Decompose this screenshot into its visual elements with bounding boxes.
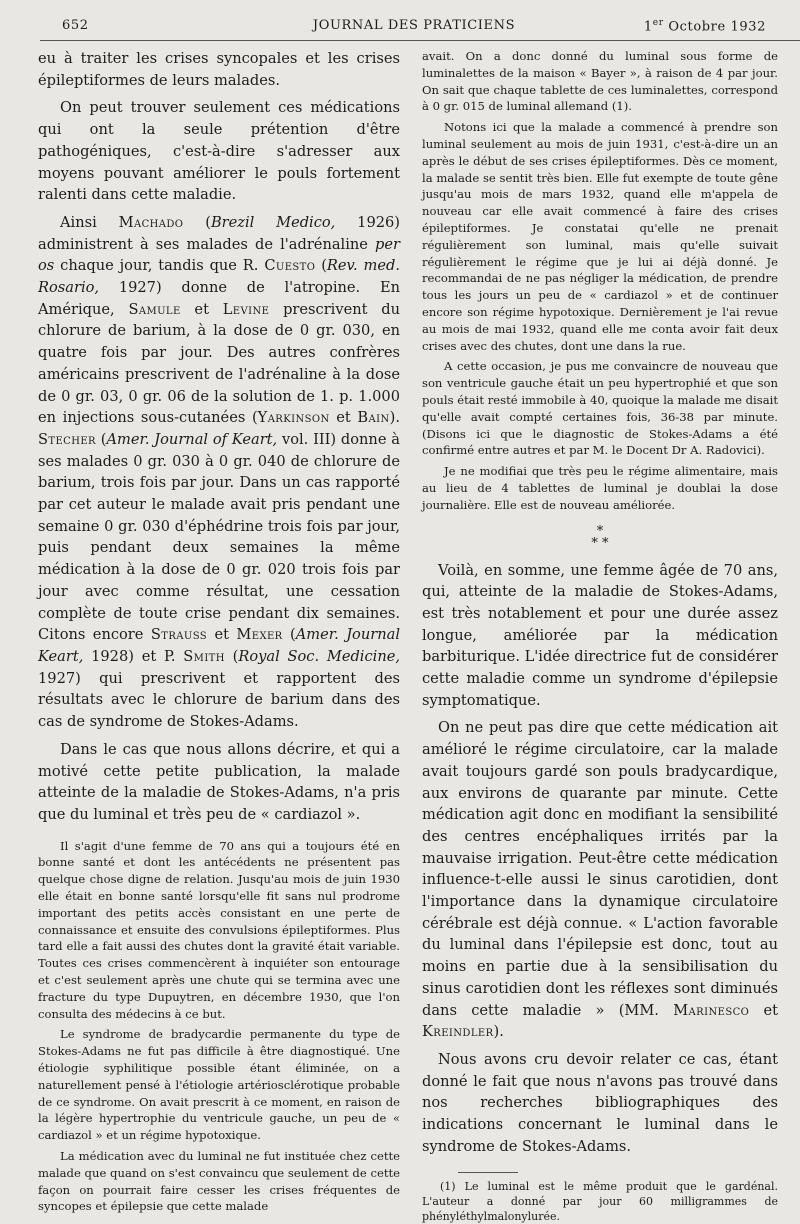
header-rule xyxy=(40,40,800,41)
paragraph-continuation: eu à traiter les crises syncopales et les crises épileptiformes de leurs malades. xyxy=(38,50,400,89)
author-machado: Machado xyxy=(118,213,184,231)
paragraph-conclusion-1: Voilà, en somme, une femme âgée de 70 ans, qui, atteinte de la maladie de Stokes-Adams, est très notablement et pour une durée assez longue, améliorée par la médication barbiturique. L'idée directrice fut de considérer cette maladie comme un syndrome d'épilepsie symptomatique. xyxy=(422,561,778,709)
page-number: 652 xyxy=(62,18,89,33)
case-paragraph-5: Notons ici que la malade a commencé à prendre son luminal seulement au mois de juin 1931, c'est-à-dire un an après le début de ses crises épileptiformes. Dès ce moment, la malade se sentit très bien. Elle fut exempte de toute gêne jusqu'au mois de mars 1932, quand elle m'appela de nouveau car elle avait commencé à faire des crises épileptiformes. Je constatai qu'elle ne prenait régulièrement son luminal, mais qu'elle suivait régulièrement le régime que je lui ai déjà donné. Je recommandai de ne pas négliger la médication, de prendre tous les jours un peu de « cardiazol » et de continuer encore son régime hypotoxique. Dernièrement je l'ai revue au mois de mai 1932, quand elle me conta avoir fait deux crises avec des chutes, dont une dans la rue. xyxy=(422,120,778,353)
author-marinesco: Marinesco xyxy=(673,1001,750,1019)
section-separator: * * * xyxy=(591,523,609,551)
author-mexer: Mexer xyxy=(236,626,283,644)
author-kreindler: Kreindler xyxy=(422,1023,494,1041)
journal-ref: Rev. med. Rosario, xyxy=(38,257,400,297)
paragraph-conclusion-2: On ne peut pas dire que cette médication ait amélioré le régime circulatoire, car la malade avait toujours gardé son pouls bradycardique, aux environs de quarante par minute. Cette médication agit donc en modifiant la sensibilité des centres encéphaliques irrités par la mauvaise irrigation. Peut-être cette médication influence-t-elle aussi le sinus carotidien, dont l'importance dans la dynamique circulatoire cérébrale est déjà connue. « L'action favorable du luminal dans l'épilepsie est donc, tout au moins en partie due à la sensibilisation du sinus carotidien dont les réflexes sont diminués dans cette maladie » (MM. Marinesco et Kreindler). xyxy=(422,719,778,1041)
case-paragraph-4: avait. On a donc donné du luminal sous forme de luminalettes de la maison « Bayer », à raison de 4 par jour. On sait que chaque tablette de ces luminalettes, correspond à 0 gr. 015 de luminal allemand (1). xyxy=(422,49,778,114)
author-bain: Bain xyxy=(357,409,390,427)
author-strauss: Strauss xyxy=(150,626,208,644)
paragraph-medications: On peut trouver seulement ces médications qui ont la seule prétention d'être pathogéniques, c'est-à-dire s'adresser aux moyens pouvant améliorer le pouls fortement ralenti dans cette maladie. xyxy=(38,99,400,204)
author-stecher: Stecher xyxy=(38,430,96,448)
paragraph-literature: Ainsi Machado (Brezil Medico, 1926) administrent à ses malades de l'adrénaline per os chaque jour, tandis que R. Cuesto (Rev. med. Rosario, 1927) donne de l'atropine. En Amérique, Samule et Levine prescrivent du chlorure de barium, à la dose de 0 gr. 030, en quatre fois par jour. Des autres confrères américains prescrivent de l'adrénaline à la dose de 0 gr. 03, 0 gr. 06 de la solution de 1. p. 1.000 en injections sous-cutanées (Yarkinson et Bain). Stecher (Amer. Journal of Keart, vol. III) donne à ses malades 0 gr. 030 à 0 gr. 040 de chlorure de barium, trois fois par jour. Dans un cas rapporté par cet auteur le malade avait pris pendant une semaine 0 gr. 030 d'éphédrine trois fois par jour, puis pendant deux semaines la même médication à la dose de 0 gr. 020 trois fois par jour avec comme résultat, une cessation complète de toute crise pendant dix semaines. Citons encore Strauss et Mexer (Amer. Journal Keart, 1928) et P. Smith (Royal Soc. Medicine, 1927) qui prescrivent et rapportent des résultats avec le chlorure de barium dans des cas de syndrome de Stokes-Adams. xyxy=(38,213,400,731)
paragraph-case-intro: Dans le cas que nous allons décrire, et qui a motivé cette petite publication, la malade atteinte de la maladie de Stokes-Adams, n'a pris que du luminal et très peu de « cardiazol ». xyxy=(38,740,400,823)
case-paragraph-2: Le syndrome de bradycardie permanente du type de Stokes-Adams ne fut pas difficile à être diagnostiqué. Une étiologie syphilitique possible étant éliminée, on a naturellement pensé à l'étiologie artériosclérotique probable de ce syndrome. On avait prescrit à ce moment, en raison de la légère hypertrophie du ventricule gauche, un peu de « cardiazol » et un régime hypotoxique. xyxy=(38,1027,400,1143)
running-header xyxy=(62,18,766,40)
right-column xyxy=(422,48,778,1224)
journal-ref: Amer. Journal of Keart, xyxy=(106,430,278,448)
case-paragraph-3: La médication avec du luminal ne fut instituée chez cette malade que quand on s'est convaincu que seulement de cette façon on pourrait faire cesser les crises fréquentes de syncopes et épilepsie que cette malade xyxy=(38,1148,400,1214)
journal-ref: Brezil Medico, xyxy=(210,213,336,231)
author-yarkinson: Yarkinson xyxy=(257,409,330,427)
author-smith: Smith xyxy=(183,647,225,665)
author-levine: Levine xyxy=(222,300,270,318)
left-column xyxy=(38,48,400,1219)
author-cuesto: Cuesto xyxy=(264,257,316,275)
author-samule: Samule xyxy=(128,300,181,318)
journal-title: JOURNAL DES PRATICIENS xyxy=(312,18,516,33)
case-paragraph-6: A cette occasion, je pus me convaincre de nouveau que son ventricule gauche était un peu hypertrophié et que son pouls était resté immobile à 40, quoique la malade me disait qu'elle avait compté certaines fois, 36-38 par minute. (Disons ici que le diagnostic de Stokes-Adams a été confirmé entre autres et par M. le Docent Dr A. Radovici). xyxy=(422,359,778,458)
footnote-rule xyxy=(458,1172,518,1173)
footnote: (1) Le luminal est le même produit que le gardénal. L'auteur a donné par jour 60 milligrammes de phényléthylmalonylurée. xyxy=(422,1179,778,1223)
journal-ref: Royal Soc. Medicine, xyxy=(238,647,400,665)
journal-ref: Amer. Journal Keart, xyxy=(38,626,400,665)
issue-date: 1er Octobre 1932 xyxy=(643,18,766,35)
paragraph-conclusion-3: Nous avons cru devoir relater ce cas, étant donné le fait que nous n'avons pas trouvé dans nos recherches bibliographiques des indications concernant le luminal dans le syndrome de Stokes-Adams. xyxy=(422,1050,778,1155)
case-paragraph-7: Je ne modifiai que très peu le régime alimentaire, mais au lieu de 4 tablettes de luminal je doublai la dose journalière. Elle est de nouveau améliorée. xyxy=(422,464,778,512)
case-paragraph-1: Il s'agit d'une femme de 70 ans qui a toujours été en bonne santé et dont les antécédents ne présentent pas quelque chose digne de relation. Jusqu'au mois de juin 1930 elle était en bonne santé lorsqu'elle fit sans nul prodrome important des petits accès consistant en une perte de connaissance et ensuite des convulsions épileptiformes. Plus tard elle a fait aussi des chutes dont la gravité était variable. Toutes ces crises commencèrent à inquiéter son entourage et c'est seulement après une chute qui se termina avec une fracture du type Dupuytren, en décembre 1930, que l'on consulta des médecins à ce but. xyxy=(38,838,400,1021)
